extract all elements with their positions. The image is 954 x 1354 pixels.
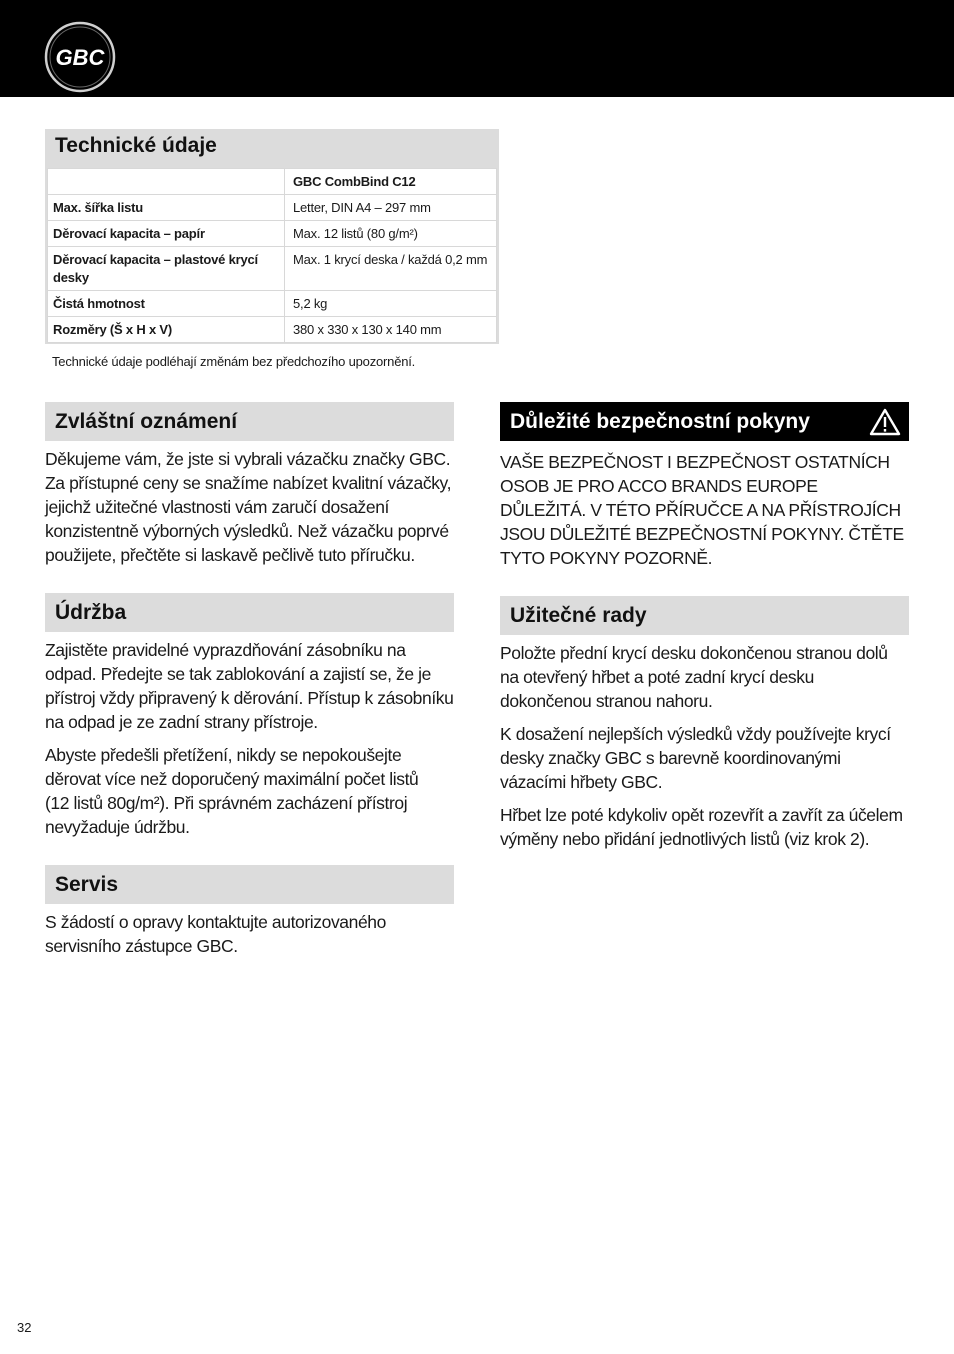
table-cell-empty <box>48 169 285 195</box>
table-row <box>48 221 497 247</box>
spec-value: Max. 12 listů (80 g/m²) <box>285 221 497 247</box>
table-row <box>48 195 497 221</box>
safety-heading-label: Důležité bezpečnostní pokyny <box>510 410 810 433</box>
notice-heading: Zvláštní oznámení <box>45 402 454 441</box>
table-row <box>48 317 497 343</box>
header-bar <box>0 0 954 97</box>
specs-title: Technické údaje <box>55 134 217 157</box>
spec-value: 5,2 kg <box>285 291 497 317</box>
tips-text-3: Hřbet lze poté kdykoliv opět rozevřít a zavřít za účelem výměny nebo přidání jednotlivých listů (viz krok 2). <box>500 805 903 849</box>
tips-text-1: Položte přední krycí desku dokončenou stranou dolů na otevřený hřbet a poté zadní krycí desku dokončenou stranou nahoru. <box>500 643 888 711</box>
maintenance-heading: Údržba <box>45 593 454 632</box>
warning-triangle-icon <box>869 408 901 436</box>
notice-text: Děkujeme vám, že jste si vybrali vázačku značky GBC. Za přístupné ceny se snažíme nabízet kvalitní vázačky, jejichž užitečné vlastnosti vám zaručí dosažení konzistentně výborných výsledků. Než vázačku poprvé použijete, přečtěte si laskavě pečlivě tuto příručku. <box>45 449 452 565</box>
specs-table <box>47 168 497 343</box>
table-row <box>48 247 497 291</box>
table-row <box>48 291 497 317</box>
specs-box <box>45 129 499 344</box>
tips-text-2: K dosažení nejlepších výsledků vždy používejte krycí desky značky GBC s barevně koordinovanými vázacími hřbety GBC. <box>500 724 891 792</box>
table-row <box>48 169 497 195</box>
gbc-logo <box>44 21 116 93</box>
safety-text: VAŠE BEZPEČNOST I BEZPEČNOST OSTATNÍCH OSOB JE PRO ACCO BRANDS EUROPE DŮLEŽITÁ. V TÉTO PŘÍRUČCE A NA PŘÍSTROJÍCH JSOU DŮLEŽITÉ BEZPEČNOSTNÍ POKYNY. ČTĚTE TYTO POKYNY POZORNĚ. <box>500 452 904 568</box>
maintenance-text-1: Zajistěte pravidelné vyprazdňování zásobníku na odpad. Předejte se tak zablokování a zajistí se, že je přístroj vždy připravený k děrování. Přístup k zásobníku na odpad je ze zadní strany přístroje. <box>45 640 454 732</box>
safety-heading <box>500 402 909 441</box>
page-number: 32 <box>17 1320 32 1335</box>
spec-label: Čistá hmotnost <box>48 291 285 317</box>
model-name: GBC CombBind C12 <box>285 169 497 195</box>
maintenance-text-2: Abyste předešli přetížení, nikdy se nepokoušejte děrovat více než doporučený maximální počet listů (12 listů 80g/m²). Při správném zacházení přístroj nevyžaduje údržbu. <box>45 745 419 837</box>
service-text: S žádostí o opravy kontaktujte autorizovaného servisního zástupce GBC. <box>45 912 386 956</box>
specs-note: Technické údaje podléhají změnám bez předchozího upozornění. <box>52 354 416 369</box>
spec-label: Děrovací kapacita – plastové krycí desky <box>48 247 285 291</box>
spec-value: Max. 1 krycí deska / každá 0,2 mm <box>285 247 497 291</box>
tips-heading: Užitečné rady <box>500 596 909 635</box>
spec-value: 380 x 330 x 130 x 140 mm <box>285 317 497 343</box>
service-heading: Servis <box>45 865 454 904</box>
spec-label: Děrovací kapacita – papír <box>48 221 285 247</box>
logo-text: GBC <box>55 45 105 70</box>
spec-label: Max. šířka listu <box>48 195 285 221</box>
spec-label: Rozměry (Š x H x V) <box>48 317 285 343</box>
spec-value: Letter, DIN A4 – 297 mm <box>285 195 497 221</box>
